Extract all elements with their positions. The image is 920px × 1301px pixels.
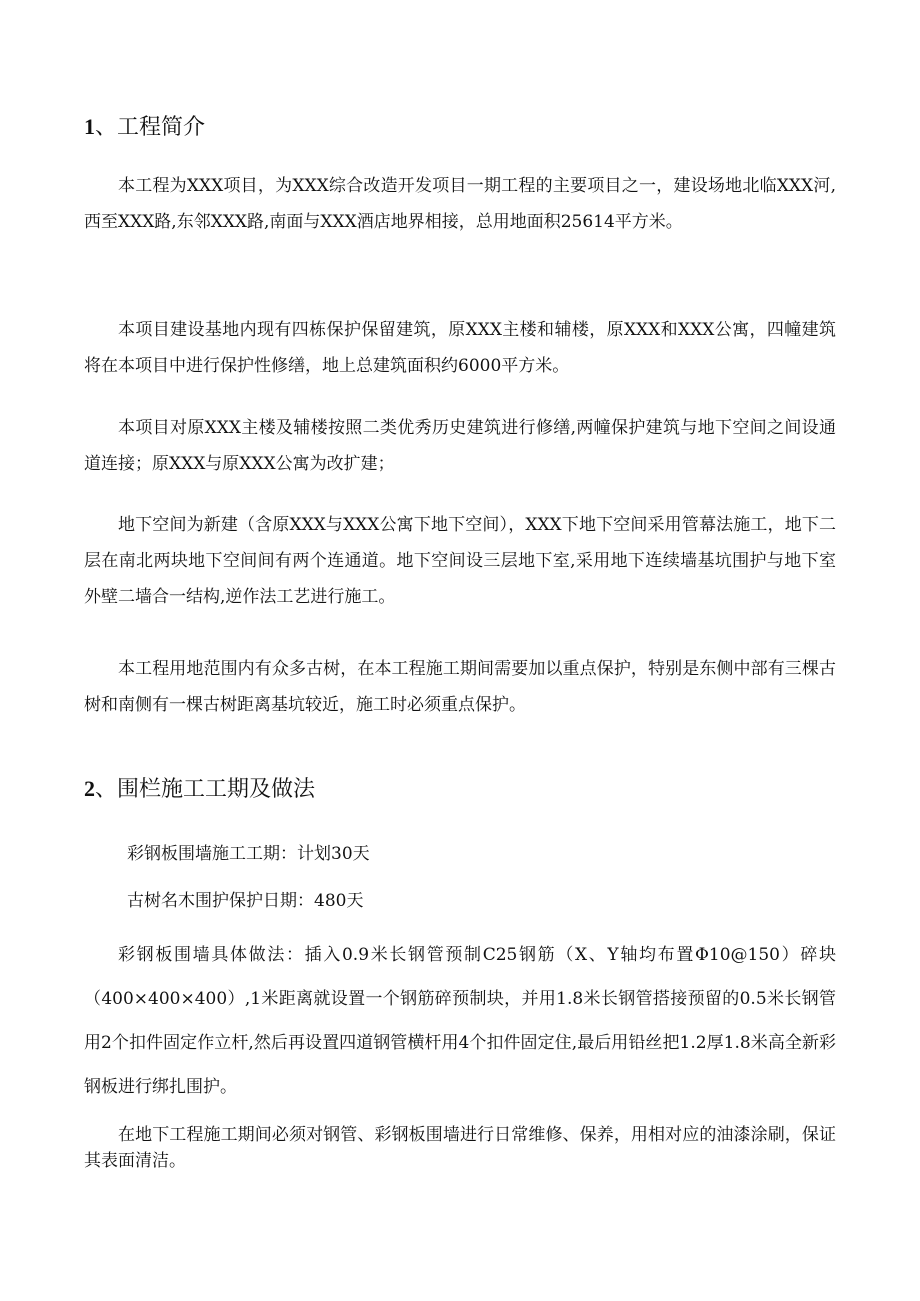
tree-protection-period: 古树名木围护保护日期：480天 xyxy=(127,891,364,911)
section-1-title: 、工程简介 xyxy=(95,115,206,140)
paragraph-renovation: 本项目对原XXX主楼及辅楼按照二类优秀历史建筑进行修缮,两幢保护建筑与地下空间之间设通道连接；原XXX与原XXX公寓为改扩建； xyxy=(84,418,836,474)
section-1-number: 1 xyxy=(84,114,95,139)
paragraph-protected-buildings: 本项目建设基地内现有四栋保护保留建筑，原XXX主楼和辅楼，原XXX和XXX公寓，四幢建筑将在本项目中进行保护性修缮，地上总建筑面积约6000平方米。 xyxy=(84,320,836,376)
paragraph-fence-method: 彩钢板围墙具体做法：插入0.9米长钢管预制C25钢筋（X、Y轴均布置Φ10@150）碎块（400×400×400）,1米距离就设置一个钢筋碎预制块，并用1.8米长钢管搭接预留的0.5米长钢管用2个扣件固定作立杆,然后再设置四道钢管横杆用4个扣件固定住,最后用铅丝把1.2厚1.8米高全新彩钢板进行绑扎围护。 xyxy=(84,945,836,1097)
section-1-heading xyxy=(84,112,205,143)
paragraph-ancient-trees: 本工程用地范围内有众多古树，在本工程施工期间需要加以重点保护，特别是东侧中部有三棵古树和南侧有一棵古树距离基坑较近，施工时必须重点保护。 xyxy=(84,659,836,715)
section-2-number: 2 xyxy=(84,776,95,801)
section-2-heading xyxy=(84,774,315,805)
paragraph-project-overview: 本工程为XXX项目，为XXX综合改造开发项目一期工程的主要项目之一，建设场地北临XXX河,西至XXX路,东邻XXX路,南面与XXX酒店地界相接，总用地面积25614平方米。 xyxy=(84,176,836,232)
fence-construction-period: 彩钢板围墙施工工期：计划30天 xyxy=(127,844,370,864)
section-2-title: 、围栏施工工期及做法 xyxy=(95,777,316,802)
paragraph-maintenance: 在地下工程施工期间必须对钢管、彩钢板围墙进行日常维修、保养，用相对应的油漆涂刷，保证其表面清洁。 xyxy=(84,1125,836,1171)
paragraph-underground-space: 地下空间为新建（含原XXX与XXX公寓下地下空间），XXX下地下空间采用管幕法施工，地下二层在南北两块地下空间间有两个连通道。地下空间设三层地下室,采用地下连续墙基坑围护与地下室外壁二墙合一结构,逆作法工艺进行施工。 xyxy=(84,515,836,607)
